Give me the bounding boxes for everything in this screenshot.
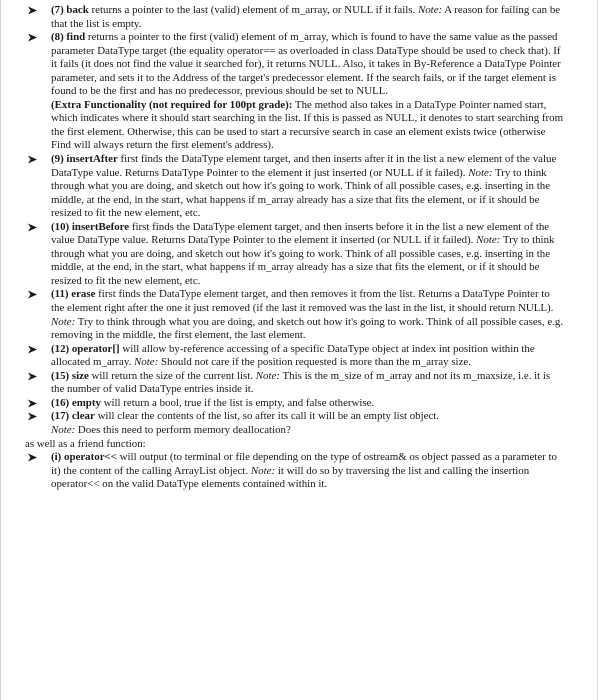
note-label: Note: [250, 464, 276, 477]
item-tail: This is the m_size of m_array and not its m_maxsize, i.e. it is the number of valid DataType entries inside it. [51, 369, 551, 396]
arrow-bullet-icon [27, 4, 39, 17]
arrow-bullet-icon [27, 410, 39, 423]
list-item-empty [25, 397, 565, 411]
arrow-bullet-icon [27, 153, 39, 166]
item-tail: A reason for failing can be that the list is empty. [51, 4, 561, 30]
list-item-insert-before [25, 221, 565, 289]
arrow-bullet-icon [27, 221, 39, 234]
extra-functionality-paragraph [25, 99, 565, 153]
item-tail: Try to think through what you are doing, and sketch out how it's going to work. Think of all possible cases, e.g. inserting in the middle, at the end, in the start, what happens if m_array already has a size that fits the element, or if it should be resized to fit the new element, etc. [51, 166, 551, 220]
friend-function-intro: as well as a friend function: [25, 437, 146, 450]
arrow-bullet-icon [27, 288, 39, 301]
list-item-erase [25, 288, 565, 342]
document-body [25, 4, 565, 492]
note-label: Note: [255, 369, 280, 382]
list-item-operator-output [25, 451, 565, 492]
item-tail: Try to think through what you are doing, and sketch out how it's going to work. Think of all possible cases, e.g. removing in the middle, the first element, the last element. [51, 315, 564, 342]
item-title: (17) clear [51, 410, 95, 423]
item-text: will output (to terminal or file depending on the type of ostream& os object passed as a parameter to it) the content of the calling ArrayList object. [51, 451, 557, 477]
item-text: will return the size of the current list. [88, 369, 256, 382]
extra-title: (Extra Functionality (not required for 100pt grade): [51, 98, 293, 111]
item-title: (12) operator[] [51, 342, 120, 355]
item-text: will clear the contents of the list, so after its call it will be an empty list object. [94, 410, 440, 423]
list-item-back [25, 4, 565, 31]
item-tail: Try to think through what you are doing, and sketch out how it's going to work. Think of all possible cases, e.g. inserting in the middle, at the end, in the start, what happens if m_array already has a size that fits the element, or if it should be resized to fit the new element, etc. [51, 234, 555, 287]
item-text: will return a bool, true if the list is empty, and false otherwise. [100, 396, 375, 409]
note-label: Note: [417, 4, 443, 16]
item-title: (15) size [51, 369, 89, 382]
item-title: (11) erase [51, 288, 96, 301]
item-text: returns a pointer to the last (valid) element of m_array, or NULL if it fails. [88, 4, 418, 16]
note-label: Note: [51, 423, 76, 436]
item-tail: Should not care if the position requested is more than the m_array size. [158, 356, 471, 369]
note-label: Note: [51, 315, 76, 328]
list-item-operator-index [25, 343, 565, 370]
list-item-size [25, 370, 565, 397]
item-title: (8) find [51, 31, 86, 44]
item-text: will allow by-reference accessing of a specific DataType object at index int position within the allocated m_array. [51, 342, 535, 369]
arrow-bullet-icon [27, 397, 39, 410]
item-title: (9) insertAfter [51, 153, 118, 166]
item-text: first finds the DataType element target, and then inserts before it in the list a new element of the value DataType value. Returns DataType Pointer to the element it inserted (or NULL if it failed). [51, 220, 550, 247]
item-title: (i) operator<< [51, 451, 117, 464]
item-text: first finds the DataType element target, and then removes it from the list. Returns a DataType Pointer to the element right after the one it just removed (if the last it removed was the last in the list, it should return NULL). [51, 288, 554, 315]
arrow-bullet-icon [27, 31, 39, 44]
extra-text: The method also takes in a DataType Pointer named start, which indicates where it should start searching in the list. If this is passed as NULL, it denotes to start searching from the first element. Otherwise, this can be used to start a recursive search in case an element exists twice (otherwise Find will always return the first element's address). [51, 98, 564, 152]
arrow-bullet-icon [27, 451, 39, 464]
item-text: returns a pointer to the first (valid) element of m_array, which is found to have the same value as the passed parameter DataType target (the equality operator== as overloaded in class DataType should be used to check that). If it fails (it does not find the value it searched for), it returns NULL. Also, it takes in By-Reference a DataType Pointer parameter, and sets it to the Address of the target's predecessor element. If the search fails, or if the target element is found to be the first and has no predecessor, previous should be set to NULL. [51, 31, 561, 98]
note-label: Note: [476, 234, 501, 247]
note-label: Note: [134, 356, 159, 369]
list-item-clear [25, 410, 565, 437]
list-item-find [25, 31, 565, 99]
item-title: (10) insertBefore [51, 220, 130, 233]
arrow-bullet-icon [27, 370, 39, 383]
arrow-bullet-icon [27, 343, 39, 356]
item-text: first finds the DataType element target, and then inserts after it in the list a new element of the value DataType value. Returns DataType Pointer to the element it just inserted (or NULL if it failed). [51, 153, 557, 179]
list-item-insert-after [25, 153, 565, 221]
item-title: (7) back [51, 4, 89, 16]
item-tail: it will do so by traversing the list and calling the insertion operator<< on the valid DataType elements contained within it. [51, 464, 530, 491]
item-tail: Does this need to perform memory deallocation? [75, 423, 291, 436]
note-label: Note: [468, 166, 493, 179]
item-title: (16) empty [51, 396, 101, 409]
